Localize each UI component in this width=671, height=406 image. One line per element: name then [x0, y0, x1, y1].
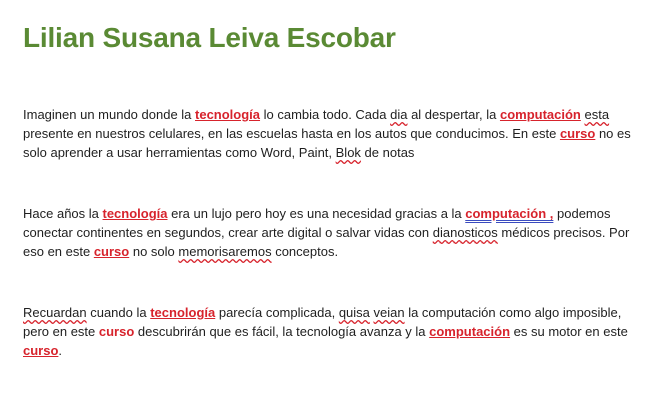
text-run: . — [58, 343, 63, 358]
text-run: la computación como algo imposible, pero en este — [23, 305, 622, 339]
text-run: cuando la — [86, 305, 151, 320]
paragraph-2 — [23, 204, 648, 261]
paragraph-1 — [23, 105, 648, 162]
text-run: era un lujo pero hoy es una necesidad gracias a la — [167, 206, 466, 221]
text-run: lo cambia todo. Cada — [260, 107, 391, 122]
document-title: Lilian Susana Leiva Escobar — [23, 22, 396, 53]
spelling-error: dia — [390, 107, 408, 122]
text-run: al despertar, la — [407, 107, 500, 122]
keyword-highlight: tecnología — [150, 305, 216, 320]
spelling-error: dianosticos — [432, 225, 498, 240]
text-run: de notas — [360, 145, 415, 160]
spelling-error: quisa — [338, 305, 370, 320]
text-run: no solo — [129, 244, 179, 259]
keyword-highlight: tecnología — [102, 206, 168, 221]
keyword-highlight: curso — [559, 126, 596, 141]
spelling-error: veian — [373, 305, 405, 320]
keyword-highlight: computación — [499, 107, 581, 122]
keyword-highlight: curso — [98, 324, 135, 339]
text-run: parecía complicada, — [215, 305, 339, 320]
keyword-grammar-flag: computación , — [465, 206, 554, 221]
text-run: Imaginen un mundo donde la — [23, 107, 196, 122]
keyword-highlight: computación — [429, 324, 511, 339]
paragraph-3 — [23, 303, 648, 360]
text-run: presente en nuestros celulares, en las escuelas hasta en los autos que conducimos. En este — [23, 126, 560, 141]
text-run: descubrirán que es fácil, la tecnología avanza y la — [134, 324, 430, 339]
text-run: conceptos. — [271, 244, 339, 259]
spelling-error: memorisaremos — [178, 244, 272, 259]
spelling-error: Recuardan — [23, 305, 87, 320]
spelling-error: esta — [584, 107, 610, 122]
keyword-highlight: curso — [23, 343, 59, 358]
text-run: médicos precisos. Por eso en este — [23, 225, 630, 259]
spelling-error: Blok — [335, 145, 361, 160]
text-run: no es solo aprender a usar herramientas como Word, Paint, — [23, 126, 631, 160]
text-run: podemos conectar continentes en segundos, crear arte digital o salvar vidas con — [23, 206, 611, 240]
text-run: Hace años la — [23, 206, 103, 221]
text-run: es su motor en este — [510, 324, 628, 339]
keyword-highlight: tecnología — [195, 107, 261, 122]
keyword-highlight: curso — [93, 244, 130, 259]
